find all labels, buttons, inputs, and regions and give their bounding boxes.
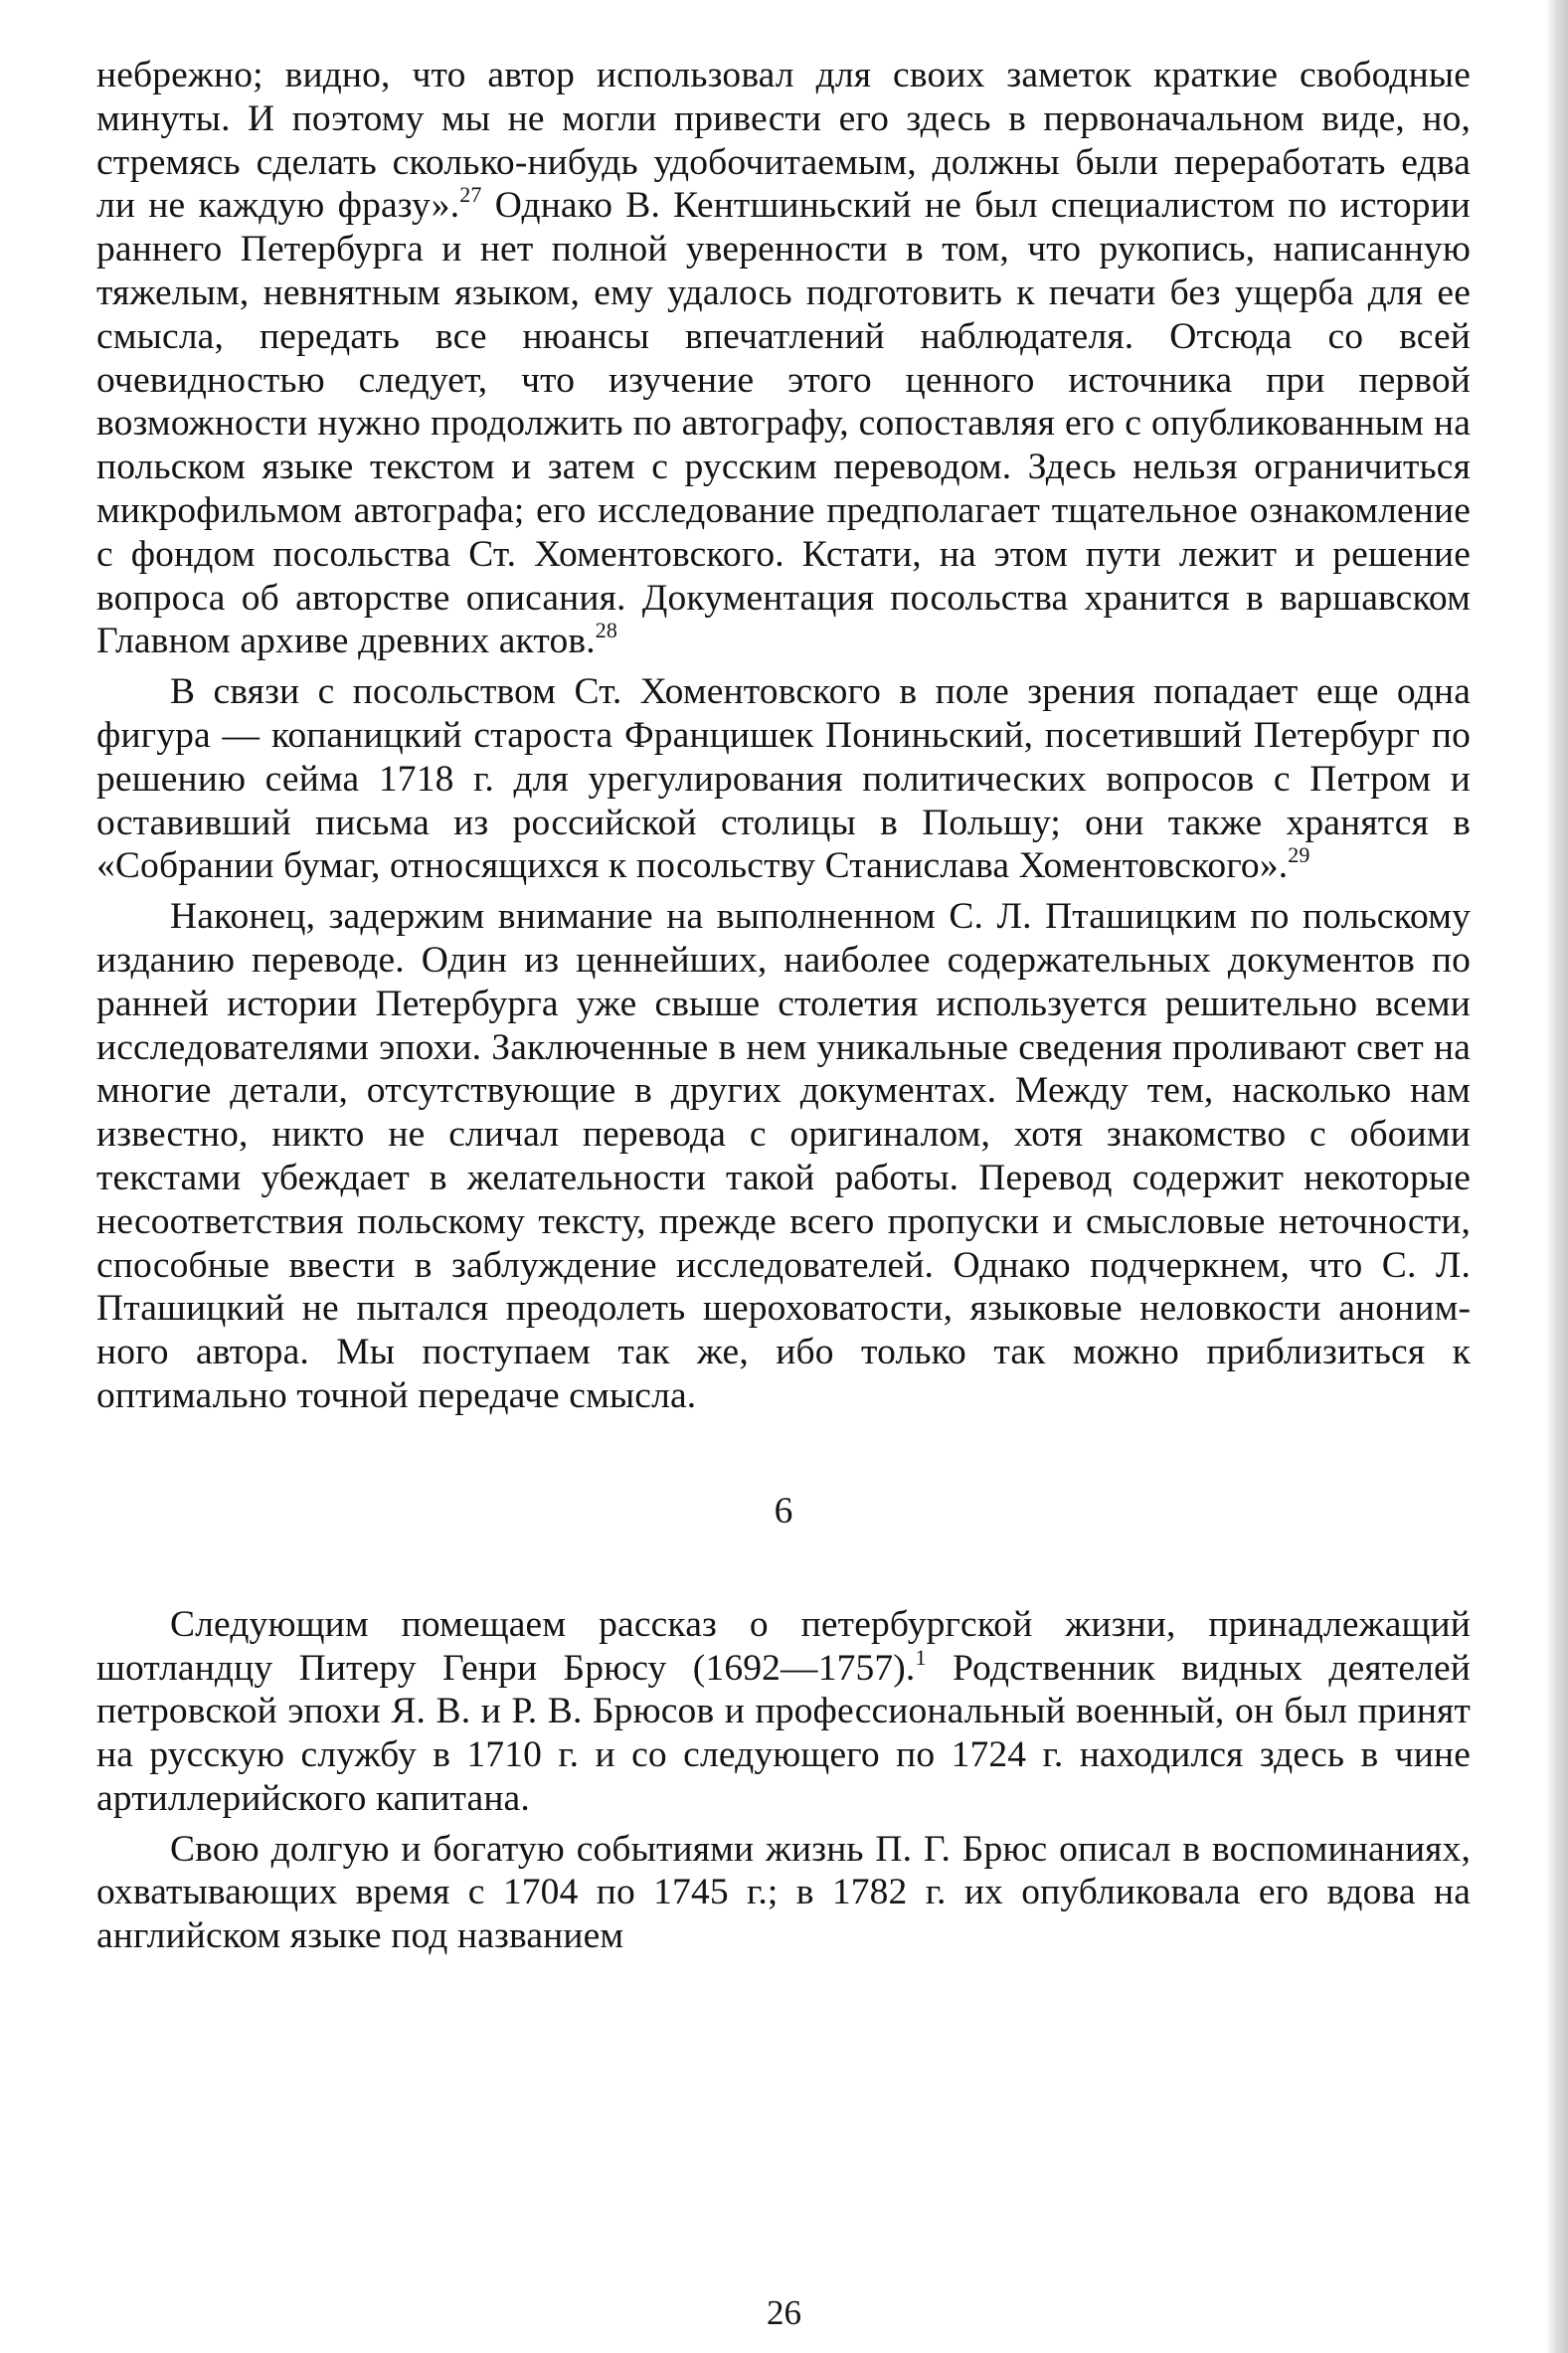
footnote-ref-28: 28 — [595, 618, 618, 643]
page-number: 26 — [767, 2293, 801, 2332]
paragraph-1-text: небрежно; видно, что автор использовал для своих заметок краткие свободные минуты. И поэтому мы не могли привести его здесь в первоначальном виде, но, стремясь сделать сколько-нибудь удобочитаемым, должны были переработать едва ли не каждую фразу». — [96, 55, 1471, 227]
paragraph-4-text-cont: Родственник видных деятелей петровской эпохи Я. В. и Р. В. Брюсов и профессиональный военный, он был принят на русскую службу в 1710 г. и со следующего по 1724 г. находился здесь в чине артиллерийского капитана. — [96, 1647, 1471, 1819]
page-body — [96, 54, 1471, 1958]
paragraph-1 — [96, 54, 1471, 663]
footnote-ref-27: 27 — [459, 182, 482, 208]
paragraph-4 — [96, 1603, 1471, 1821]
paragraph-3-text: Наконец, задержим внимание на выполненном С. Л. Пташицким по польскому изданию переводе. Один из ценнейших, наиболее содержательных документов по ранней истории Петербурга уже свыше столетия используется решительно всеми исследователями эпохи. Заключенные в нем уникальные сведения проливают свет на многие детали, отсутствующие в других документах. Между тем, насколько нам известно, никто не сличал перевода с оригиналом, хотя знакомство с обоими текстами убеждает в желательности такой работы. Перевод содержит некоторые несоответствия польскому тексту, прежде всего пропуски и смысловые неточности, способные ввести в заблуждение исследователей. Однако подчеркнем, что С. Л. Пташицкий не пытался преодолеть шероховатости, языковые неловкости анонимного автора. Мы поступаем так же, ибо только так можно приблизиться к оптимально точной передаче смысла. — [96, 896, 1471, 1416]
paragraph-4-text: Следующим помещаем рассказ о петербургской жизни, принадлежащий шотландцу Питеру Генри Брюсу (1692—1757). — [96, 1603, 1471, 1689]
paragraph-3 — [96, 895, 1471, 1418]
footnote-ref-29: 29 — [1288, 842, 1310, 868]
footnote-ref-1: 1 — [915, 1644, 927, 1670]
paragraph-1-text-cont: Однако В. Кентшиньский не был специалистом по истории раннего Петербурга и нет полной уверенности в том, что рукопись, написанную тяжелым, невнятным языком, ему удалось подготовить к печати без ущерба для ее смысла, передать все нюансы впечатлений наблюдателя. Отсюда со всей очевидностью следует, что изучение этого ценного источника при первой возможности нужно продолжить по автографу, сопоставляя его с опубликованным на польском языке текстом и затем с русским переводом. Здесь нельзя ограничиться микрофильмом автографа; его исследование предполагает тщательное ознакомление с фондом посольства Ст. Хоментовского. Кстати, на этом пути лежит и решение вопроса об авторстве описания. Документация посольства хранится в варшавском Главном архиве древних актов. — [96, 185, 1472, 662]
paragraph-5 — [96, 1828, 1471, 1958]
paragraph-5-text: Свою долгую и богатую событиями жизнь П. Г. Брюс описал в воспоминаниях, охватывающих время с 1704 по 1745 г.; в 1782 г. их опубликовала его вдова на английском языке под названием — [96, 1828, 1471, 1957]
section-number: 6 — [774, 1490, 793, 1532]
paragraph-2-text: В связи с посольством Ст. Хоментовского в поле зрения попадает еще одна фигура — копаницкий староста Францишек Пониньский, посетивший Петербург по решению сейма 1718 г. для урегулирования политических вопросов с Петром и оставивший письма из российской столицы в Польшу; они также хранятся в «Собрании бумаг, относящихся к посольству Станислава Хоментовского». — [96, 671, 1471, 887]
page-binding-edge — [1546, 0, 1568, 2353]
paragraph-2 — [96, 670, 1471, 888]
